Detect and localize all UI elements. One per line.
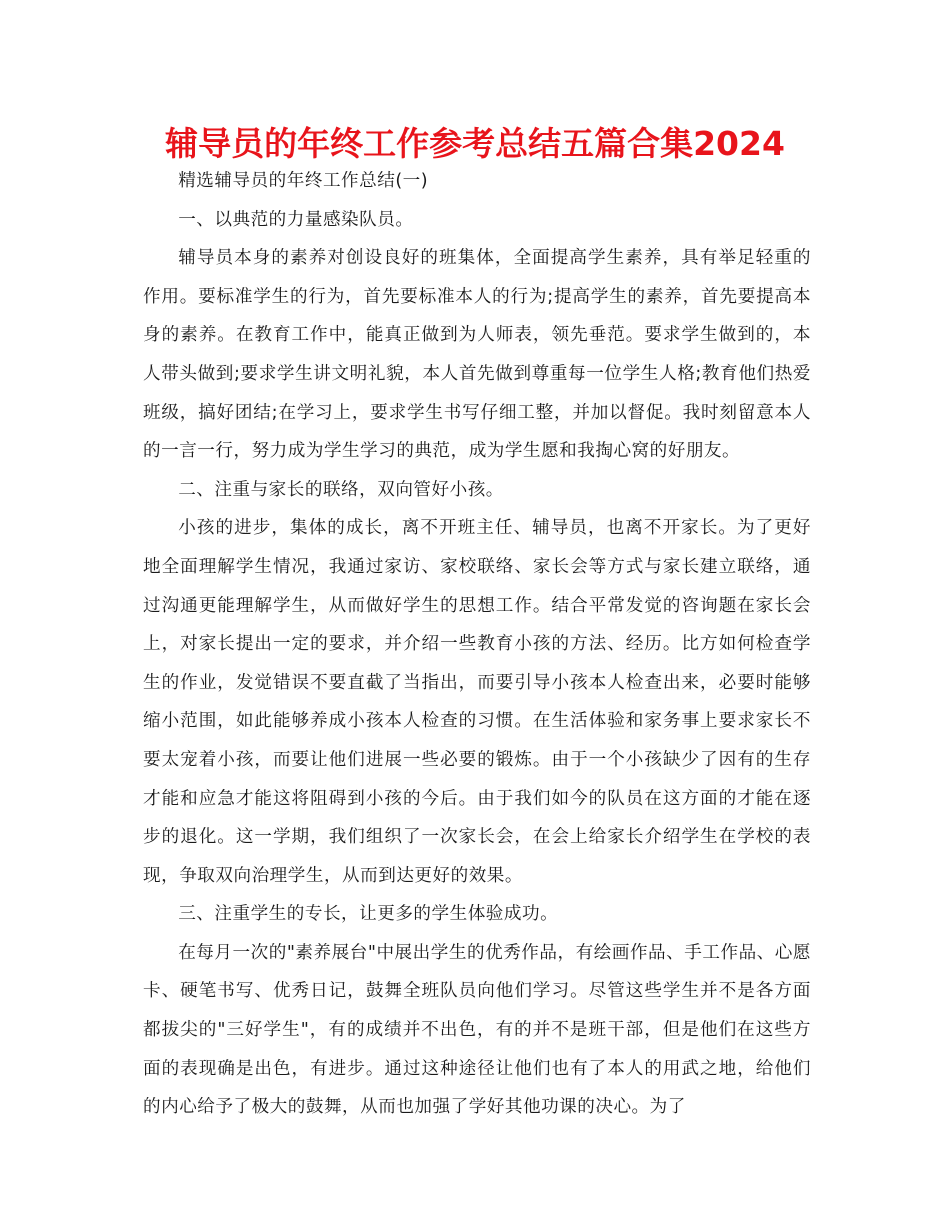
section-heading-3: 三、注重学生的专长，让更多的学生体验成功。	[178, 904, 559, 925]
document-title: 辅导员的年终工作参考总结五篇合集2024	[165, 124, 785, 163]
section-heading-2: 二、注重与家长的联络，双向管好小孩。	[178, 479, 504, 500]
body-paragraph-2: 小孩的进步，集体的成长，离不开班主任、辅导员，也离不开家长。为了更好地全面理解学生情况，我通过家访、家校联络、家长会等方式与家长建立联络，通过沟通更能理解学生，从而做好学生的思想工作。结合平常发觉的咨询题在家长会上，对家长提出一定的要求，并介绍一些教育小孩的方法、经历。比方如何检查学生的作业，发觉错误不要直截了当指出，而要引导小孩本人检查出来，必要时能够缩小范围，如此能够养成小孩本人检查的习惯。在生活体验和家务事上要求家长不要太宠着小孩，而要让他们进展一些必要的锻炼。由于一个小孩缺少了因有的生存才能和应急才能这将阻碍到小孩的今后。由于我们如今的队员在这方面的才能在逐步的退化。这一学期，我们组织了一次家长会，在会上给家长介绍学生在学校的表现，争取双向治理学生，从而到达更好的效果。	[143, 518, 811, 886]
body-paragraph-1: 辅导员本身的素养对创设良好的班集体，全面提高学生素养，具有举足轻重的作用。要标准学生的行为，首先要标准本人的行为;提高学生的素养，首先要提高本身的素养。在教育工作中，能真正做到为人师表，领先垂范。要求学生做到的，本人带头做到;要求学生讲文明礼貌，本人首先做到尊重每一位学生人格;教育他们热爱班级，搞好团结;在学习上，要求学生书写仔细工整，并加以督促。我时刻留意本人的一言一行，努力成为学生学习的典范，成为学生愿和我掏心窝的好朋友。	[143, 248, 811, 462]
body-paragraph-3: 在每月一次的"素养展台"中展出学生的优秀作品，有绘画作品、手工作品、心愿卡、硬笔书写、优秀日记，鼓舞全班队员向他们学习。尽管这些学生并不是各方面都拔尖的"三好学生"，有的成绩并不出色，有的并不是班干部，但是他们在这些方面的表现确是出色，有进步。通过这种途径让他们也有了本人的用武之地，给他们的内心给予了极大的鼓舞，从而也加强了学好其他功课的决心。为了	[143, 942, 811, 1118]
section-subtitle: 精选辅导员的年终工作总结(一)	[178, 171, 429, 191]
document-body	[143, 162, 811, 1127]
section-heading-1: 一、以典范的力量感染队员。	[178, 209, 414, 230]
